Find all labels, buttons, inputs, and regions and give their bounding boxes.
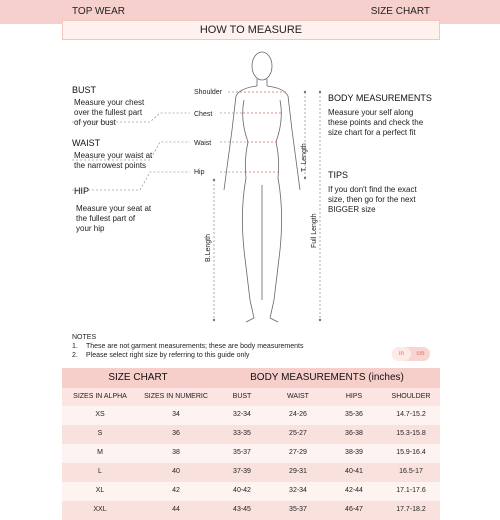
note-item: 2. Please select right size by referring to this guide only [72, 352, 250, 359]
waist-title: WAIST [72, 138, 101, 148]
column-header: WAIST [287, 393, 309, 400]
tips-text-1: If you don't find the exact [328, 185, 417, 194]
table-group-header [62, 368, 440, 388]
table-row: XS 34 32-34 24-26 35-36 14.7-15.2 [62, 406, 440, 425]
table-row: XXL 44 43-45 35-37 46-47 17.7-18.2 [62, 501, 440, 520]
tips-text-2: size, then go for the next [328, 195, 416, 204]
b-length-label: B.Length [205, 233, 212, 262]
unit-in-option[interactable]: in [392, 347, 411, 361]
table-column-header [62, 388, 440, 406]
column-header: SIZES IN NUMERIC [144, 393, 208, 400]
size-chart-header: SIZE CHART [108, 372, 168, 383]
unit-toggle[interactable] [392, 347, 430, 361]
bust-text-1: Measure your chest [74, 98, 145, 107]
column-header: HIPS [345, 393, 363, 400]
table-row: S 36 33-35 25-27 36-38 15.3-15.8 [62, 425, 440, 444]
figure-feet [246, 318, 278, 322]
column-header: SHOULDER [391, 393, 431, 400]
notes-section [72, 333, 304, 360]
full-length-label: Full Length [311, 213, 318, 248]
chart-label: SIZE CHART [370, 6, 430, 17]
column-header: SIZES IN ALPHA [73, 393, 127, 400]
waist-text-2: the narrowest points [74, 161, 147, 170]
unit-cm-option[interactable]: cm [416, 351, 425, 357]
tips-title: TIPS [328, 170, 349, 180]
body-measurements-title: BODY MEASUREMENTS [328, 93, 432, 103]
column-header: BUST [232, 393, 252, 400]
bust-text-2: over the fullest part [74, 108, 143, 117]
figure-body [242, 100, 281, 318]
figure-head [252, 52, 272, 80]
t-length-label: T. Length [301, 143, 308, 172]
hip-text-3: your hip [76, 224, 105, 233]
body-measurements-text-2: these points and check the [328, 118, 424, 127]
figure-torso [224, 86, 300, 190]
table-row: M 38 35-37 27-29 38-39 15.9-16.4 [62, 444, 440, 463]
size-chart-table [62, 368, 440, 520]
waist-text-1: Measure your waist at [74, 151, 153, 160]
shoulder-label: Shoulder [194, 89, 223, 96]
bust-title: BUST [72, 85, 97, 95]
bust-text-3: of your bust [74, 118, 116, 127]
hip-pointer [72, 172, 190, 190]
hip-text-2: the fullest part of [76, 214, 136, 223]
note-item: 1. These are not garment measurements; these are body measurements [72, 343, 304, 350]
waist-label: Waist [194, 140, 212, 147]
table-row: L 40 37-39 29-31 40-41 16.5-17 [62, 463, 440, 482]
body-figure-diagram [0, 40, 500, 330]
hip-text-1: Measure your seat at [76, 204, 152, 213]
hip-title: HIP [74, 186, 90, 196]
table-body [62, 406, 440, 520]
body-measurements-text-3: size chart for a perfect fit [328, 128, 416, 137]
chest-label: Chest [194, 111, 213, 118]
how-to-measure-title: HOW TO MEASURE [62, 20, 440, 40]
body-measurements-header: BODY MEASUREMENTS (inches) [250, 372, 404, 383]
hip-label: Hip [194, 169, 205, 176]
body-measurements-text-1: Measure your self along [328, 108, 414, 117]
table-row: XL 42 40-42 32-34 42-44 17.1-17.6 [62, 482, 440, 501]
category-label: TOP WEAR [72, 6, 125, 17]
notes-title: NOTES [72, 334, 97, 341]
tips-text-3: BIGGER size [328, 205, 376, 214]
